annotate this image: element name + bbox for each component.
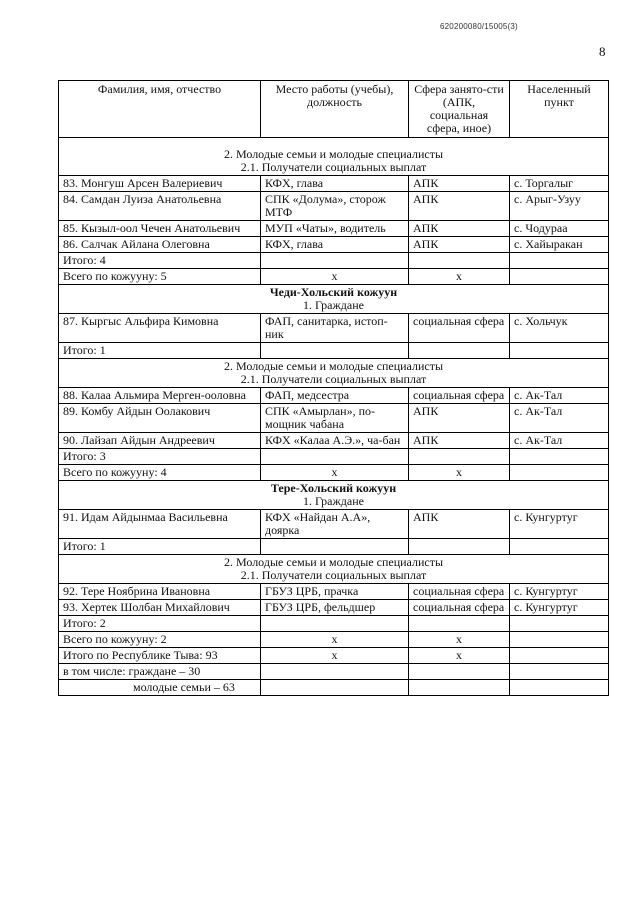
workplace-cell: КФХ «Калаа А.Э.», ча-бан bbox=[261, 433, 409, 449]
x-mark: х bbox=[409, 648, 510, 664]
settlement-cell: с. Хольчук bbox=[510, 314, 609, 343]
workplace-cell: КФХ, глава bbox=[261, 176, 409, 192]
x-mark: х bbox=[409, 269, 510, 285]
person-name-cell: 84. Самдан Луиза Анатольевна bbox=[59, 192, 261, 221]
category-title: 1. Граждане bbox=[303, 298, 364, 312]
subtotal-label: Итого: 1 bbox=[59, 343, 261, 359]
table-row bbox=[59, 192, 609, 221]
breakdown-citizens: в том числе: граждане – 30 bbox=[59, 664, 261, 680]
subtotal-row bbox=[59, 449, 609, 465]
table-row bbox=[59, 176, 609, 192]
settlement-cell: с. Торгалыг bbox=[510, 176, 609, 192]
sphere-cell: АПК bbox=[409, 221, 510, 237]
x-mark: х bbox=[409, 465, 510, 481]
person-name-cell: 89. Комбу Айдын Оолакович bbox=[59, 404, 261, 433]
district-total-row bbox=[59, 465, 609, 481]
table-header-row bbox=[59, 81, 609, 138]
page-number: 8 bbox=[599, 44, 606, 59]
section-row bbox=[59, 138, 609, 176]
workplace-cell: ФАП, медсестра bbox=[261, 388, 409, 404]
workplace-cell: СПК «Амырлан», по-мощник чабана bbox=[261, 404, 409, 433]
recipients-table bbox=[58, 80, 609, 696]
sphere-cell: социальная сфера bbox=[409, 314, 510, 343]
x-mark: х bbox=[261, 632, 409, 648]
region-row bbox=[59, 481, 609, 510]
region-row bbox=[59, 285, 609, 314]
sphere-cell: социальная сфера bbox=[409, 388, 510, 404]
person-name-cell: 87. Кыргыс Альфира Кимовна bbox=[59, 314, 261, 343]
person-name-cell: 91. Идам Айдынмаа Васильевна bbox=[59, 510, 261, 539]
sphere-cell: АПК bbox=[409, 433, 510, 449]
republic-total-row bbox=[59, 648, 609, 664]
sphere-cell: АПК bbox=[409, 510, 510, 539]
category-title: 1. Граждане bbox=[303, 494, 364, 508]
x-mark: х bbox=[261, 648, 409, 664]
x-mark: х bbox=[261, 465, 409, 481]
breakdown-row bbox=[59, 680, 609, 696]
workplace-cell: МУП «Чаты», водитель bbox=[261, 221, 409, 237]
sphere-cell: АПК bbox=[409, 237, 510, 253]
workplace-cell: ГБУЗ ЦРБ, прачка bbox=[261, 584, 409, 600]
workplace-cell: КФХ «Найдан А.А», доярка bbox=[261, 510, 409, 539]
col-header-settlement: Населенный пункт bbox=[510, 81, 609, 138]
republic-total-label: Итого по Республике Тыва: 93 bbox=[59, 648, 261, 664]
settlement-cell: с. Хайыракан bbox=[510, 237, 609, 253]
section-title: 2. Молодые семьи и молодые специалисты bbox=[223, 147, 444, 161]
section-row bbox=[59, 359, 609, 388]
district-total-row bbox=[59, 269, 609, 285]
document-code: 620200080/15005(3) bbox=[440, 22, 518, 31]
settlement-cell: с. Кунгуртуг bbox=[510, 600, 609, 616]
section-title: 2. Молодые семьи и молодые специалисты bbox=[223, 555, 444, 569]
settlement-cell: с. Ак-Тал bbox=[510, 433, 609, 449]
settlement-cell: с. Чодураа bbox=[510, 221, 609, 237]
table-row bbox=[59, 433, 609, 449]
person-name-cell: 83. Монгуш Арсен Валериевич bbox=[59, 176, 261, 192]
col-header-workplace: Место работы (учебы), должность bbox=[261, 81, 409, 138]
sphere-cell: АПК bbox=[409, 176, 510, 192]
settlement-cell: с. Кунгуртуг bbox=[510, 584, 609, 600]
subtotal-label: Итого: 1 bbox=[59, 539, 261, 555]
sphere-cell: АПК bbox=[409, 192, 510, 221]
person-name-cell: 88. Калаа Альмира Мерген-ооловна bbox=[59, 388, 261, 404]
person-name-cell: 86. Салчак Айлана Олеговна bbox=[59, 237, 261, 253]
settlement-cell: с. Кунгуртуг bbox=[510, 510, 609, 539]
subsection-title: 2.1. Получатели социальных выплат bbox=[240, 372, 427, 386]
table-row bbox=[59, 314, 609, 343]
district-total-row bbox=[59, 632, 609, 648]
subsection-title: 2.1. Получатели социальных выплат bbox=[240, 160, 427, 174]
table-row bbox=[59, 404, 609, 433]
workplace-cell: ФАП, санитарка, истоп-ник bbox=[261, 314, 409, 343]
person-name-cell: 92. Тере Ноябрина Ивановна bbox=[59, 584, 261, 600]
subtotal-label: Итого: 3 bbox=[59, 449, 261, 465]
region-title: Чеди-Хольский кожуун bbox=[269, 285, 398, 299]
breakdown-row bbox=[59, 664, 609, 680]
subtotal-row bbox=[59, 343, 609, 359]
x-mark: х bbox=[261, 269, 409, 285]
workplace-cell: ГБУЗ ЦРБ, фельдшер bbox=[261, 600, 409, 616]
subtotal-row bbox=[59, 539, 609, 555]
section-title: 2. Молодые семьи и молодые специалисты bbox=[223, 359, 444, 373]
table-row bbox=[59, 221, 609, 237]
subtotal-row bbox=[59, 616, 609, 632]
person-name-cell: 85. Кызыл-оол Чечен Анатольевич bbox=[59, 221, 261, 237]
sphere-cell: АПК bbox=[409, 404, 510, 433]
district-total-label: Всего по кожууну: 4 bbox=[59, 465, 261, 481]
subtotal-label: Итого: 2 bbox=[59, 616, 261, 632]
sphere-cell: социальная сфера bbox=[409, 584, 510, 600]
table-row bbox=[59, 600, 609, 616]
settlement-cell: с. Ак-Тал bbox=[510, 388, 609, 404]
section-row bbox=[59, 555, 609, 584]
col-header-sphere: Сфера занято-сти (АПК, социальная сфера, иное) bbox=[409, 81, 510, 138]
subtotal-row bbox=[59, 253, 609, 269]
workplace-cell: КФХ, глава bbox=[261, 237, 409, 253]
subtotal-label: Итого: 4 bbox=[59, 253, 261, 269]
region-title: Тере-Хольский кожуун bbox=[270, 481, 397, 495]
workplace-cell: СПК «Долума», сторож МТФ bbox=[261, 192, 409, 221]
col-header-name: Фамилия, имя, отчество bbox=[59, 81, 261, 138]
person-name-cell: 93. Хертек Шолбан Михайлович bbox=[59, 600, 261, 616]
person-name-cell: 90. Лайзап Айдын Андреевич bbox=[59, 433, 261, 449]
settlement-cell: с. Арыг-Узуу bbox=[510, 192, 609, 221]
x-mark: х bbox=[409, 632, 510, 648]
table-row bbox=[59, 237, 609, 253]
district-total-label: Всего по кожууну: 5 bbox=[59, 269, 261, 285]
breakdown-young-families: молодые семьи – 63 bbox=[59, 680, 261, 696]
table-row bbox=[59, 388, 609, 404]
sphere-cell: социальная сфера bbox=[409, 600, 510, 616]
table-row bbox=[59, 584, 609, 600]
table-row bbox=[59, 510, 609, 539]
district-total-label: Всего по кожууну: 2 bbox=[59, 632, 261, 648]
settlement-cell: с. Ак-Тал bbox=[510, 404, 609, 433]
subsection-title: 2.1. Получатели социальных выплат bbox=[240, 568, 427, 582]
